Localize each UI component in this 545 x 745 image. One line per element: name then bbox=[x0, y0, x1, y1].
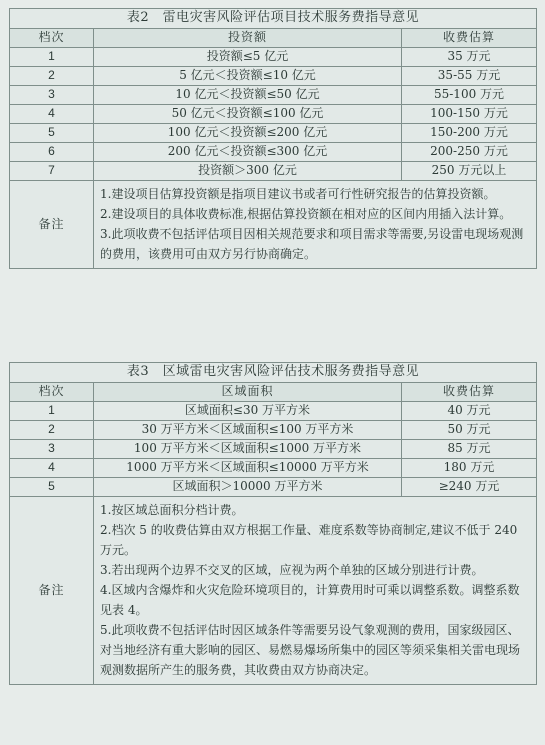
level-cell: 1 bbox=[10, 401, 94, 420]
investment-fee-table bbox=[9, 8, 537, 269]
level-cell: 4 bbox=[10, 458, 94, 477]
note-item: 2.建设项目的具体收费标准,根据估算投资额在相对应的区间内用插入法计算。 bbox=[100, 206, 512, 221]
note-item: 1.建设项目估算投资额是指项目建议书或者可行性研究报告的估算投资额。 bbox=[100, 186, 496, 201]
header-fee: 收费估算 bbox=[402, 382, 537, 401]
range-cell: 200 亿元＜投资额≤300 亿元 bbox=[94, 142, 402, 161]
note-item: 3.此项收费不包括评估项目因相关规范要求和项目需求等需要,另设雷电现场观测的费用，该费用可由双方另行协商确定。 bbox=[100, 226, 524, 261]
range-cell: 区域面积≤30 万平方米 bbox=[94, 401, 402, 420]
fee-cell: 200-250 万元 bbox=[402, 142, 537, 161]
fee-cell: 150-200 万元 bbox=[402, 123, 537, 142]
notes-cell bbox=[94, 496, 537, 684]
level-cell: 6 bbox=[10, 142, 94, 161]
fee-cell: ≥240 万元 bbox=[402, 477, 537, 496]
notes-cell bbox=[94, 180, 537, 268]
header-area: 区域面积 bbox=[94, 382, 402, 401]
table-title: 表2 雷电灾害风险评估项目技术服务费指导意见 bbox=[10, 9, 537, 29]
table-row bbox=[10, 477, 537, 496]
table-row bbox=[10, 142, 537, 161]
note-item: 4.区域内含爆炸和火灾危险环境项目的，计算费用时可乘以调整系数。调整系数见表 4。 bbox=[100, 582, 520, 617]
note-item: 1.按区域总面积分档计费。 bbox=[100, 502, 244, 517]
range-cell: 30 万平方米＜区域面积≤100 万平方米 bbox=[94, 420, 402, 439]
fee-cell: 35 万元 bbox=[402, 47, 537, 66]
table-row bbox=[10, 458, 537, 477]
header-level: 档次 bbox=[10, 382, 94, 401]
level-cell: 7 bbox=[10, 161, 94, 180]
fee-cell: 55-100 万元 bbox=[402, 85, 537, 104]
table-row bbox=[10, 439, 537, 458]
notes-row bbox=[10, 180, 537, 268]
fee-cell: 40 万元 bbox=[402, 401, 537, 420]
range-cell: 100 万平方米＜区域面积≤1000 万平方米 bbox=[94, 439, 402, 458]
level-cell: 2 bbox=[10, 66, 94, 85]
range-cell: 区域面积＞10000 万平方米 bbox=[94, 477, 402, 496]
table-row bbox=[10, 420, 537, 439]
range-cell: 100 亿元＜投资额≤200 亿元 bbox=[94, 123, 402, 142]
level-cell: 5 bbox=[10, 123, 94, 142]
table-row bbox=[10, 104, 537, 123]
range-cell: 投资额≤5 亿元 bbox=[94, 47, 402, 66]
table-row bbox=[10, 401, 537, 420]
fee-cell: 180 万元 bbox=[402, 458, 537, 477]
table-row bbox=[10, 123, 537, 142]
fee-cell: 250 万元以上 bbox=[402, 161, 537, 180]
table-row bbox=[10, 161, 537, 180]
range-cell: 5 亿元＜投资额≤10 亿元 bbox=[94, 66, 402, 85]
notes-row bbox=[10, 496, 537, 684]
level-cell: 1 bbox=[10, 47, 94, 66]
level-cell: 2 bbox=[10, 420, 94, 439]
area-fee-table bbox=[9, 362, 537, 685]
table-row bbox=[10, 85, 537, 104]
note-item: 2.档次 5 的收费估算由双方根据工作量、难度系数等协商制定,建议不低于 240 万元。 bbox=[100, 522, 518, 557]
table-row bbox=[10, 66, 537, 85]
fee-cell: 50 万元 bbox=[402, 420, 537, 439]
level-cell: 3 bbox=[10, 439, 94, 458]
fee-cell: 100-150 万元 bbox=[402, 104, 537, 123]
table-title: 表3 区域雷电灾害风险评估技术服务费指导意见 bbox=[10, 363, 537, 383]
header-investment: 投资额 bbox=[94, 28, 402, 47]
level-cell: 3 bbox=[10, 85, 94, 104]
note-item: 3.若出现两个边界不交叉的区域，应视为两个单独的区域分别进行计费。 bbox=[100, 562, 484, 577]
fee-cell: 35-55 万元 bbox=[402, 66, 537, 85]
notes-label: 备注 bbox=[10, 180, 94, 268]
notes-label: 备注 bbox=[10, 496, 94, 684]
level-cell: 5 bbox=[10, 477, 94, 496]
range-cell: 1000 万平方米＜区域面积≤10000 万平方米 bbox=[94, 458, 402, 477]
table-row bbox=[10, 47, 537, 66]
header-fee: 收费估算 bbox=[402, 28, 537, 47]
range-cell: 50 亿元＜投资额≤100 亿元 bbox=[94, 104, 402, 123]
fee-cell: 85 万元 bbox=[402, 439, 537, 458]
level-cell: 4 bbox=[10, 104, 94, 123]
range-cell: 10 亿元＜投资额≤50 亿元 bbox=[94, 85, 402, 104]
range-cell: 投资额＞300 亿元 bbox=[94, 161, 402, 180]
header-level: 档次 bbox=[10, 28, 94, 47]
note-item: 5.此项收费不包括评估时因区域条件等需要另设气象观测的费用，国家级园区、对当地经济有重大影响的园区、易燃易爆场所集中的园区等须采集相关雷电现场观测数据所产生的服务费，其收费由双方协商决定。 bbox=[100, 622, 521, 677]
